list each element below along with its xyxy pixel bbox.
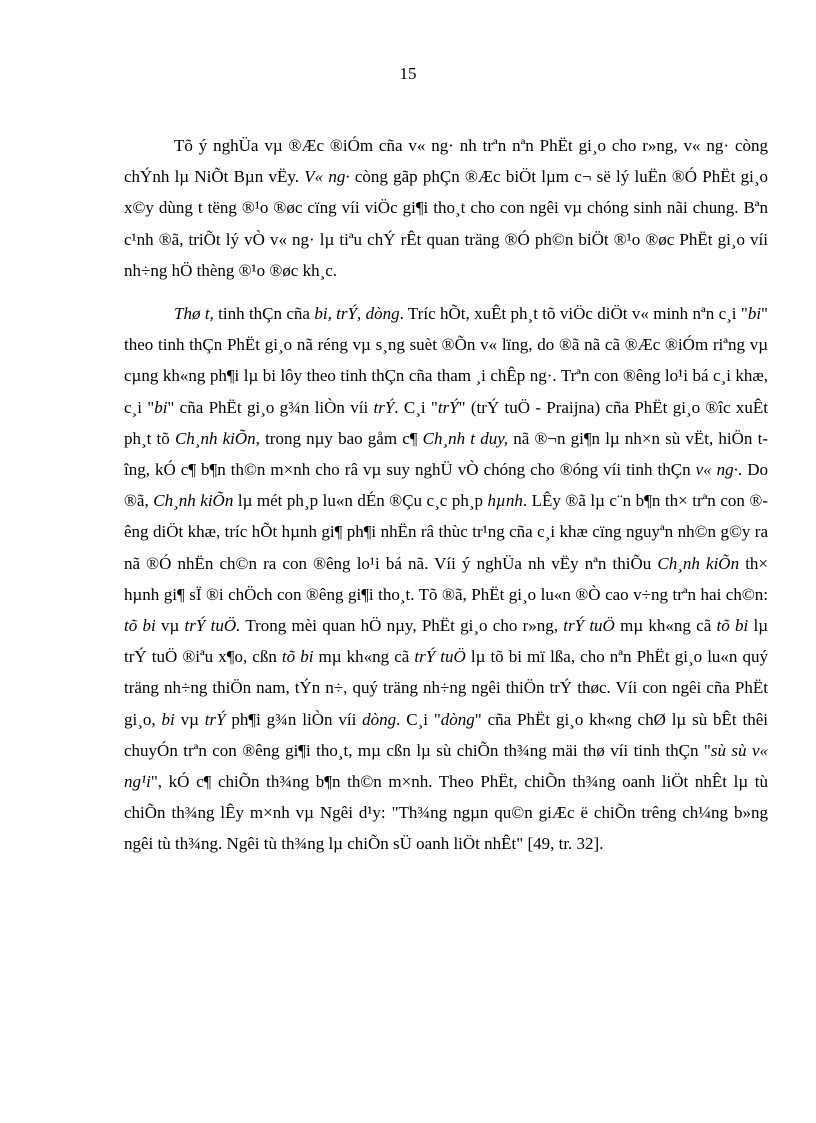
text-run: lµ mét ph¸p lu«n dÉn ®Çu c¸c ph¸p [233,491,488,511]
text-run: mµ kh«ng cã [313,647,415,667]
italic-run: Ch¸nh kiÕn [657,553,740,573]
italic-run: Ch¸nh kiÕn [174,428,256,448]
text-run: th× hµnh gi¶ sÏ ®i chÖch con ®êng gi¶i tho¸t. Tõ ®ã, PhËt gi¸o lu«n ®Ò cao v÷ng trªn hai ch©n: [124,553,769,604]
italic-run: bi [161,709,175,729]
text-run: , trong nµy bao gåm c¶ [255,428,423,448]
italic-run: trÝ [373,397,395,417]
italic-run: sù sù v« ng¹i [124,740,768,792]
italic-run: tõ bi [124,616,156,636]
body-text [124,130,768,872]
text-run: " theo tinh thÇn PhËt gi¸o nã réng vµ s¸ng suèt ®Õn v« lïng, do ®ã nã cã ®Æc ®iÓm riªng vµ cµng kh«ng ph¶i lµ bi lôy theo tinh thÇn cña tham ¸i chÊp ng·. Trªn con ®êng lo¹i bá c¸i khæ, c¸i " [124,304,768,417]
text-run: . LÊy ®ã lµ c¨n b¶n th× trªn con ®êng diÖt khæ, tríc hÕt hµnh gi¶ ph¶i nhËn râ thùc tr¹ng cña c¸i khæ cïng nguyªn nh©n g©y ra nã ®Ó nhËn ch©n ra con ®êng lo¹i bá nã. Víi ý nghÜa nh vËy nªn thiÕu [124,491,768,573]
text-run: ", kÓ c¶ chiÕn th¾ng b¶n th©n m×nh. Theo PhËt, chiÕn th¾ng oanh liÖt nhÊt lµ tù chiÕn th¾ng lÊy m×nh vµ Ngêi d¹y: "Th¾ng ngµn qu©n giÆc ë chiÕn trêng ch¼ng b»ng ngêi tù th¾ng. Ngêi tù th¾ng lµ chiÕn sÜ oanh liÖt nhÊt" [49, tr. 32]. [124,772,768,854]
text-run: vµ [155,616,185,636]
text-run: ph¶i g¾n liÒn víi [225,709,363,729]
paragraph [124,298,768,860]
italic-run: Ch¸nh t duy, [422,428,509,448]
italic-run: tõ bi [281,647,314,667]
italic-run: tõ bi [716,616,749,636]
italic-run: hµnh [487,491,523,511]
italic-run: bi, trÝ, dòng [314,304,400,324]
text-run: " cña PhËt gi¸o g¾n liÒn víi [167,397,374,417]
text-run: . C¸i " [396,709,441,729]
text-run: Trong mèi quan hÖ nµy, PhËt gi¸o cho r»ng, [240,616,564,636]
italic-run: dòng [362,709,397,729]
italic-run: dòng [440,709,475,729]
text-run: . Do ®ã, [124,460,768,511]
italic-run: v« ng· [695,460,738,480]
text-run: lµ tõ bi mï lßa, cho nªn PhËt gi¸o lu«n quý träng nh÷ng thiÖn nam, tÝn n÷, quý träng nh÷ng ngêi thiÖn trÝ thøc. Víi con ngêi cña PhËt gi¸o, [124,647,768,729]
text-run: Tõ ý nghÜa vµ ®Æc ®iÓm cña v« ng· nh trªn nªn PhËt gi¸o cho r»ng, v« ng· còng chÝnh lµ NiÕt Bµn vËy. [124,136,768,187]
italic-run: trÝ [204,709,226,729]
text-run: nã ®¬n gi¶n lµ nh×n sù vËt, hiÖn tîng, kÓ c¶ b¶n th©n m×nh cho râ vµ suy nghÜ vÒ chóng cho ®óng víi tinh thÇn [124,428,768,480]
page-number: 15 [399,64,417,83]
text-run: vµ [174,709,205,729]
italic-run: trÝ tuÖ [563,616,615,636]
text-run: lµ trÝ tuÖ ®iªu x¶o, cßn [124,616,769,667]
italic-run: Ch¸nh kiÕn [153,491,234,511]
text-run: tinh thÇn cña [213,304,315,324]
text-run: " cña PhËt gi¸o kh«ng chØ lµ sù bÊt thêi chuyÓn trªn con ®êng gi¶i tho¸t, mµ cßn lµ sù chiÕn th¾ng mäi thø víi tinh thÇn " [124,709,769,760]
italic-run: trÝ [437,397,459,417]
italic-run: Thø t, [174,304,214,324]
text-run: . Tríc hÕt, xuÊt ph¸t tõ viÖc diÖt v« minh nªn c¸i " [399,304,748,324]
italic-run: bi [154,397,168,417]
italic-run: bi [747,304,762,324]
text-run: . C¸i " [394,397,438,417]
text-run: mµ kh«ng cã [614,616,717,636]
italic-run: trÝ tuÖ. [184,616,241,636]
text-run: còng gãp phÇn ®Æc biÖt lµm c¬ së lý luËn ®Ó PhËt gi¸o x©y dùng t tëng ®¹o ®øc cïng víi viÖc gi¶i tho¸t cho con ngêi vµ chóng sinh nãi chung. Bªn c¹nh ®ã, triÕt lý vÒ v« ng· lµ tiªu chÝ rÊt quan träng ®Ó ph©n biÖt ®¹o ®øc PhËt gi¸o víi nh÷ng hÖ thèng ®¹o ®øc kh¸c. [124,167,768,280]
italic-run: V« ng· [304,167,350,187]
italic-run: trÝ tuÖ [414,647,466,667]
text-run: " (trÝ tuÖ - Praijna) cña PhËt gi¸o ®îc xuÊt ph¸t tõ [124,397,768,448]
paragraph [124,130,768,286]
